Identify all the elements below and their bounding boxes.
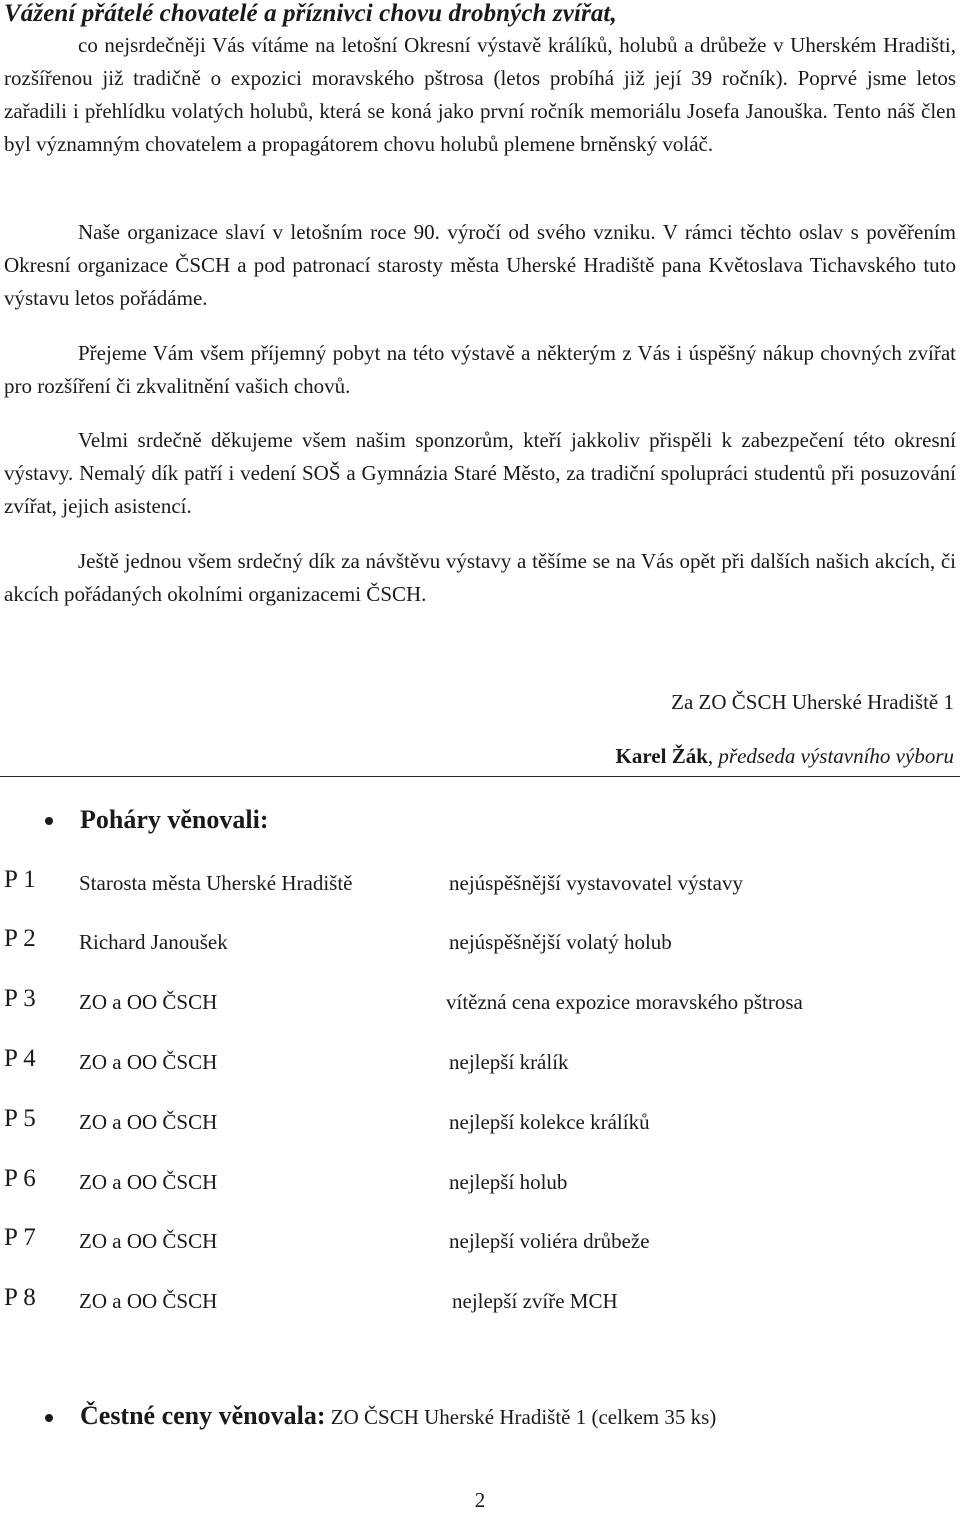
- cup-code: P 5: [4, 1105, 36, 1132]
- paragraph-anniversary: [4, 216, 956, 315]
- paragraph-wishes: [4, 337, 956, 403]
- cup-row: [0, 1165, 960, 1199]
- cup-row: [0, 1105, 960, 1139]
- cup-row: [0, 866, 960, 900]
- cup-code: P 2: [4, 925, 36, 952]
- paragraph-welcome-text: co nejsrdečněji Vás vítáme na letošní Okresní výstavě králíků, holubů a drůbeže v Uherském Hradišti, rozšířenou již tradičně o expozici moravského pštrosa (letos probíhá již její 39 ročník). Poprvé jsme letos zařadili i přehlídku volatých holubů, která se koná jako první ročník memoriálu Josefa Janouška. Tento náš člen byl významným chovatelem a propagátorem chovu holubů plemene brněnský voláč.: [4, 33, 956, 156]
- cup-code: P 4: [4, 1045, 36, 1072]
- cup-donor: ZO a OO ČSCH: [79, 990, 218, 1014]
- cup-row: [0, 1045, 960, 1079]
- cups-section-title: Poháry věnovali:: [80, 805, 269, 834]
- signature-separator: ,: [707, 744, 719, 768]
- honor-prizes-title: Čestné ceny věnovala:: [80, 1401, 326, 1430]
- cup-award: nejlepší zvíře MCH: [452, 1289, 618, 1313]
- signature-organization: Za ZO ČSCH Uherské Hradiště 1: [671, 690, 954, 714]
- cup-donor: Richard Janoušek: [79, 930, 228, 954]
- paragraph-anniversary-text: Naše organizace slaví v letošním roce 90. výročí od svého vzniku. V rámci těchto oslav s pověřením Okresní organizace ČSCH a pod patronací starosty města Uherské Hradiště pana Květoslava Tichavského tuto výstavu letos pořádáme.: [4, 220, 956, 310]
- cup-code: P 3: [4, 985, 36, 1012]
- honor-prizes-line: [80, 1401, 716, 1431]
- cup-code: P 7: [4, 1224, 36, 1251]
- cup-donor: ZO a OO ČSCH: [79, 1110, 218, 1134]
- cup-award: nejúspěšnější vystavovatel výstavy: [449, 871, 743, 895]
- cup-code: P 1: [4, 866, 36, 893]
- paragraph-closing-text: Ještě jednou všem srdečný dík za návštěvu výstavy a těšíme se na Vás opět při dalších našich akcích, či akcích pořádaných okolními organizacemi ČSCH.: [4, 549, 956, 606]
- horizontal-divider: [0, 776, 960, 777]
- cup-award: nejlepší holub: [449, 1170, 568, 1194]
- cup-award: nejlepší voliéra drůbeže: [449, 1229, 650, 1253]
- cup-award: nejlepší králík: [449, 1050, 569, 1074]
- paragraph-thanks-text: Velmi srdečně děkujeme všem našim sponzorům, kteří jakkoliv přispěli k zabezpečení této okresní výstavy. Nemalý dík patří i vedení SOŠ a Gymnázia Staré Město, za tradiční spolupráci studentů při posuzování zvířat, jejich asistencí.: [4, 428, 956, 518]
- cup-donor: ZO a OO ČSCH: [79, 1050, 218, 1074]
- cup-row: [0, 1224, 960, 1258]
- paragraph-closing: [4, 545, 956, 611]
- cup-donor: Starosta města Uherské Hradiště: [79, 871, 353, 895]
- cup-donor: ZO a OO ČSCH: [79, 1289, 218, 1313]
- cup-award: nejúspěšnější volatý holub: [449, 930, 672, 954]
- cup-award: nejlepší kolekce králíků: [449, 1110, 650, 1134]
- cup-code: P 8: [4, 1284, 36, 1311]
- cup-donor: ZO a OO ČSCH: [79, 1229, 218, 1253]
- paragraph-wishes-text: Přejeme Vám všem příjemný pobyt na této výstavě a některým z Vás i úspěšný nákup chovných zvířat pro rozšíření či zkvalitnění vašich chovů.: [4, 341, 956, 398]
- cup-row: [0, 1284, 960, 1318]
- honor-prizes-text: ZO ČSCH Uherské Hradiště 1 (celkem 35 ks): [325, 1405, 717, 1429]
- signature-role: předseda výstavního výboru: [718, 744, 954, 768]
- cup-row: [0, 985, 960, 1019]
- greeting-heading: Vážení přátelé chovatelé a příznivci chovu drobných zvířat,: [4, 0, 617, 27]
- bullet-icon: [45, 1414, 53, 1422]
- cup-row: [0, 925, 960, 959]
- signature-person: [616, 744, 954, 769]
- cup-award: vítězná cena expozice moravského pštrosa: [446, 990, 803, 1014]
- paragraph-welcome: [4, 29, 956, 161]
- page-number: 2: [474, 1488, 486, 1512]
- cup-donor: ZO a OO ČSCH: [79, 1170, 218, 1194]
- cup-code: P 6: [4, 1165, 36, 1192]
- paragraph-thanks: [4, 424, 956, 523]
- bullet-icon: [45, 817, 53, 825]
- signature-name: Karel Žák: [615, 744, 708, 768]
